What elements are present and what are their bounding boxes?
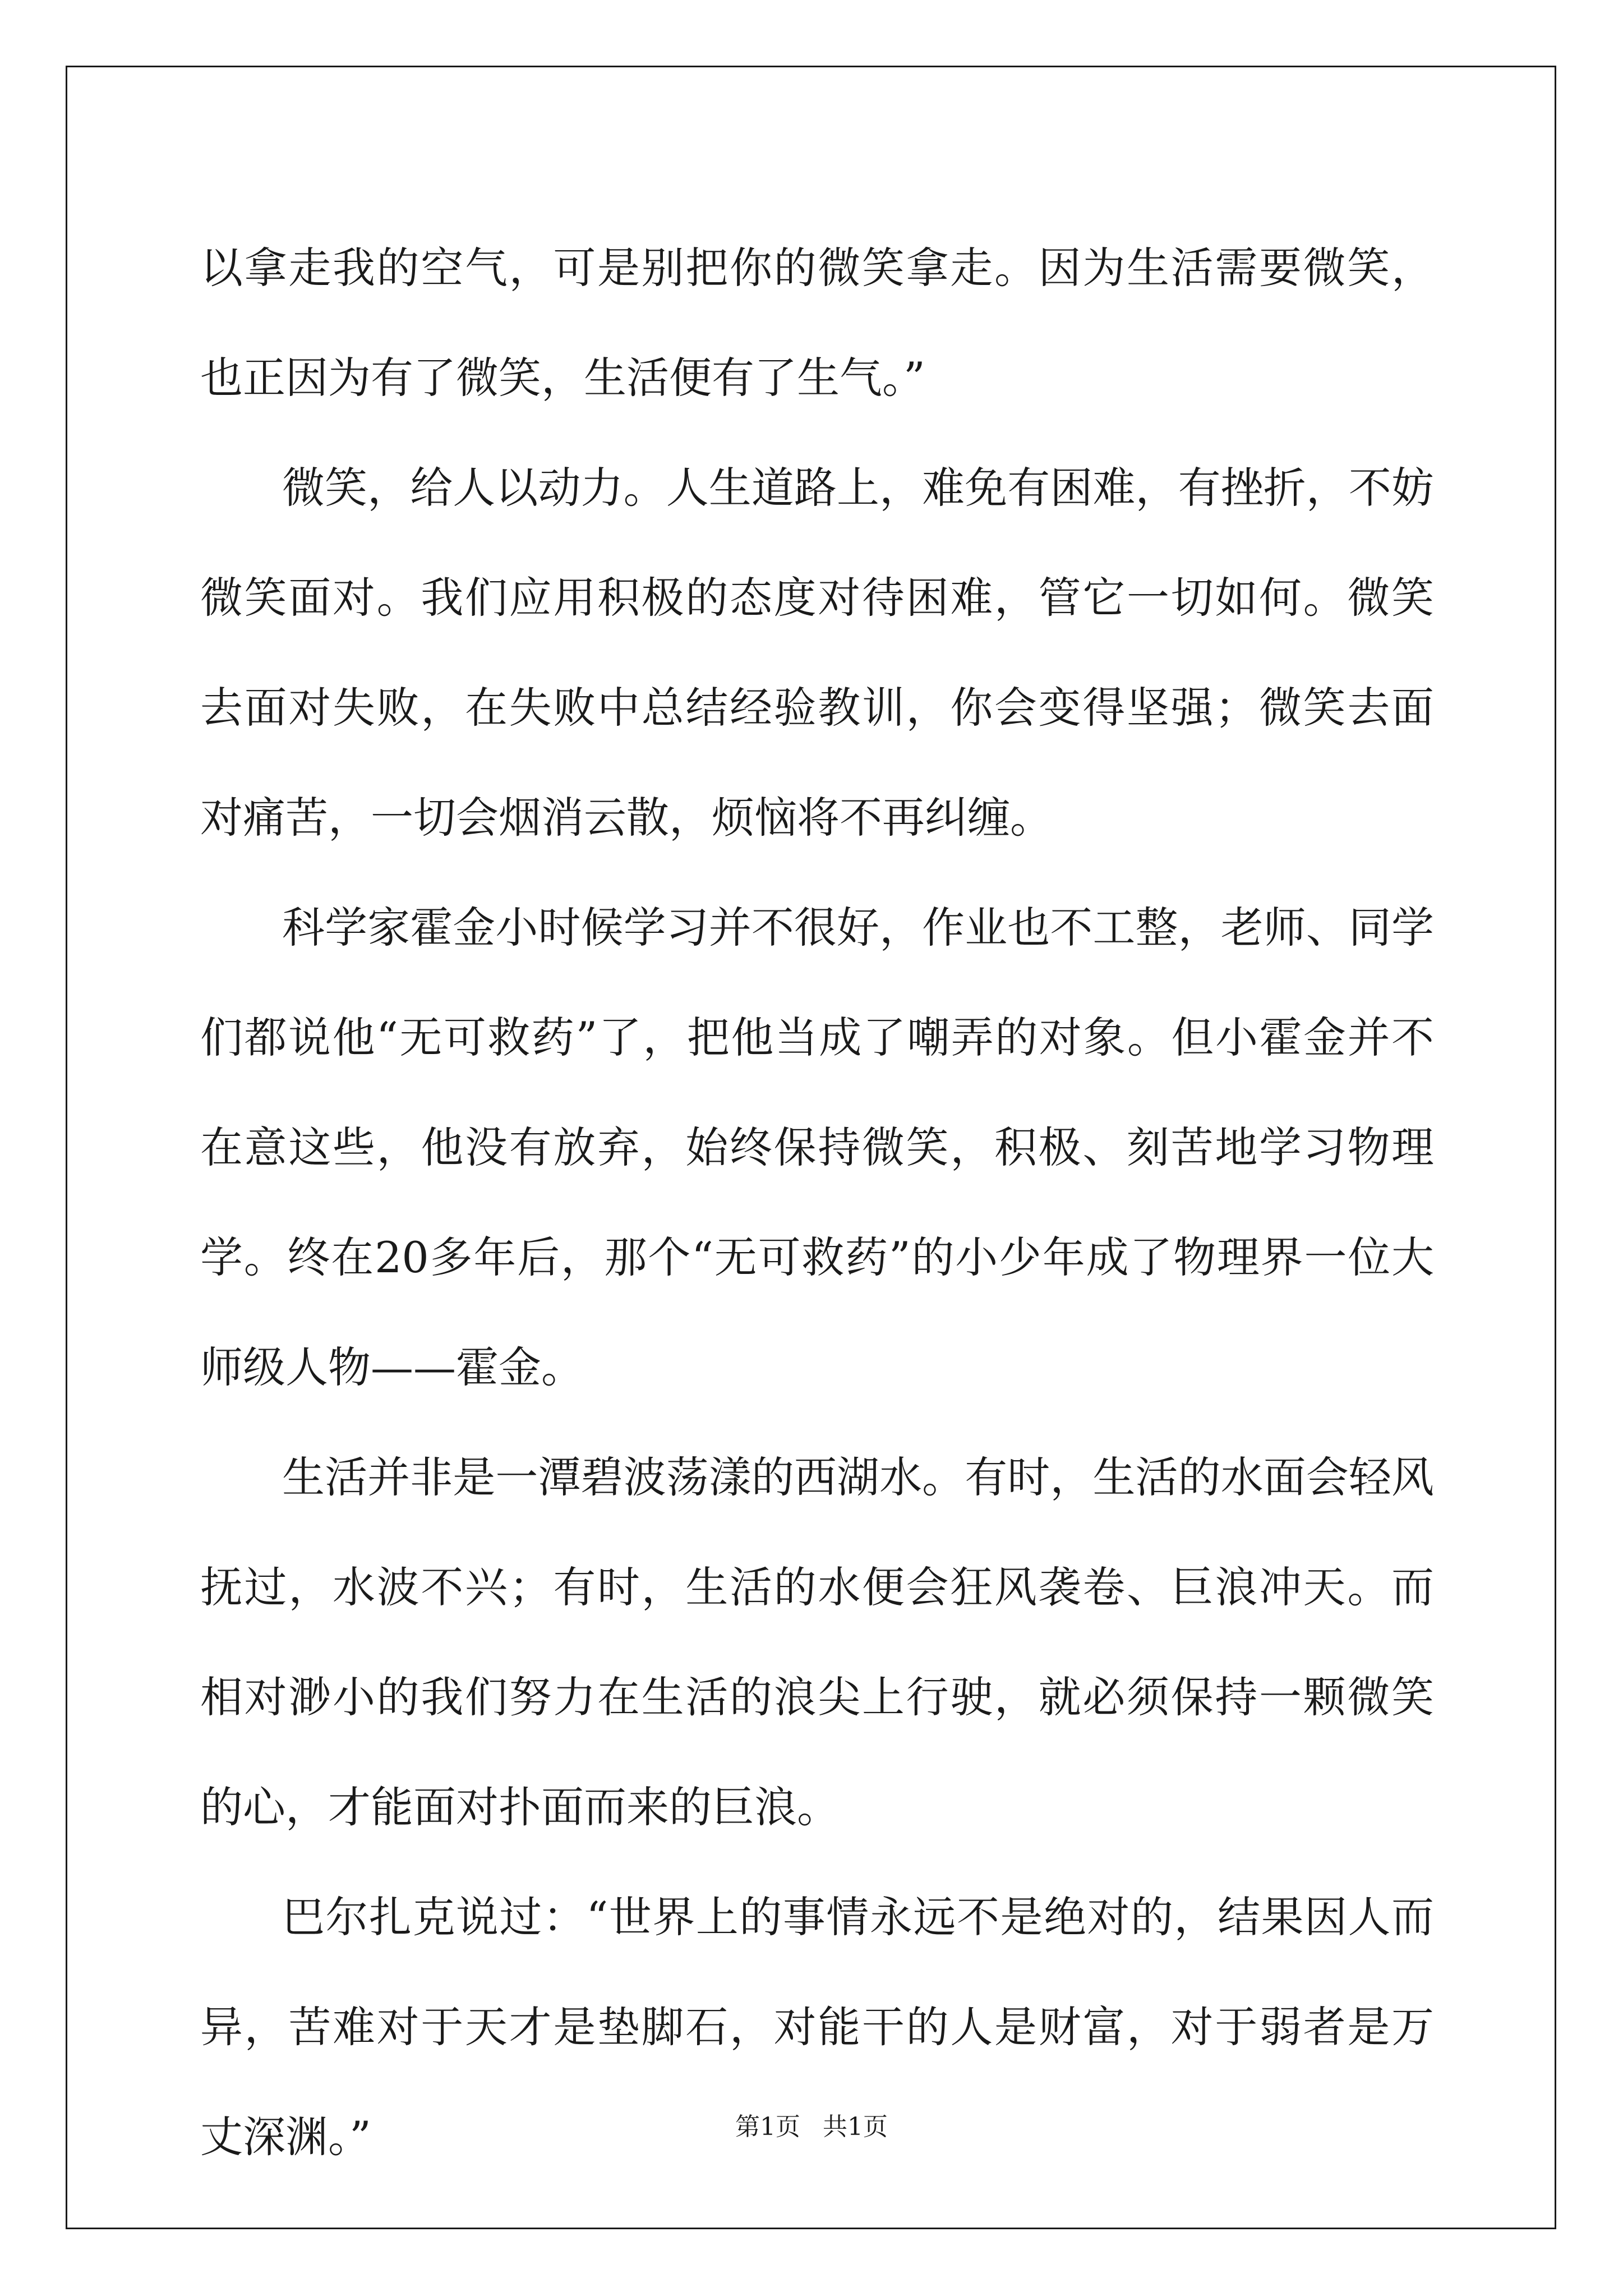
page-footer <box>0 2106 1623 2142</box>
paragraph-1: 以拿走我的空气，可是别把你的微笑拿走。因为生活需要微笑，也正因为有了微笑，生活便有了生气。” <box>200 243 1434 403</box>
paragraph-5: 巴尔扎克说过：“世界上的事情永远不是绝对的，结果因人而异，苦难对于天才是垫脚石，对能干的人是财富，对于弱者是万丈深渊。” <box>200 1892 1434 2162</box>
paragraph-3: 科学家霍金小时候学习并不很好，作业也不工整，老师、同学们都说他“无可救药”了，把他当成了嘲弄的对象。但小霍金并不在意这些，他没有放弃，始终保持微笑，积极、刻苦地学习物理学。终在20多年后，那个“无可救药”的小少年成了物理界一位大师级人物——霍金。 <box>200 903 1434 1392</box>
paragraph-2: 微笑，给人以动力。人生道路上，难免有困难，有挫折，不妨微笑面对。我们应用积极的态度对待困难，管它一切如何。微笑去面对失败，在失败中总结经验教训，你会变得坚强；微笑去面对痛苦，一切会烟消云散，烦恼将不再纠缠。 <box>200 463 1434 843</box>
total-pages: 共1页 <box>823 2113 888 2141</box>
paragraph-4: 生活并非是一潭碧波荡漾的西湖水。有时，生活的水面会轻风抚过，水波不兴；有时，生活的水便会狂风袭卷、巨浪冲天。而相对渺小的我们努力在生活的浪尖上行驶，就必须保持一颗微笑的心，才能面对扑面而来的巨浪。 <box>200 1452 1434 1832</box>
page-number: 第1页 <box>735 2113 800 2141</box>
document-body <box>200 213 1434 2192</box>
